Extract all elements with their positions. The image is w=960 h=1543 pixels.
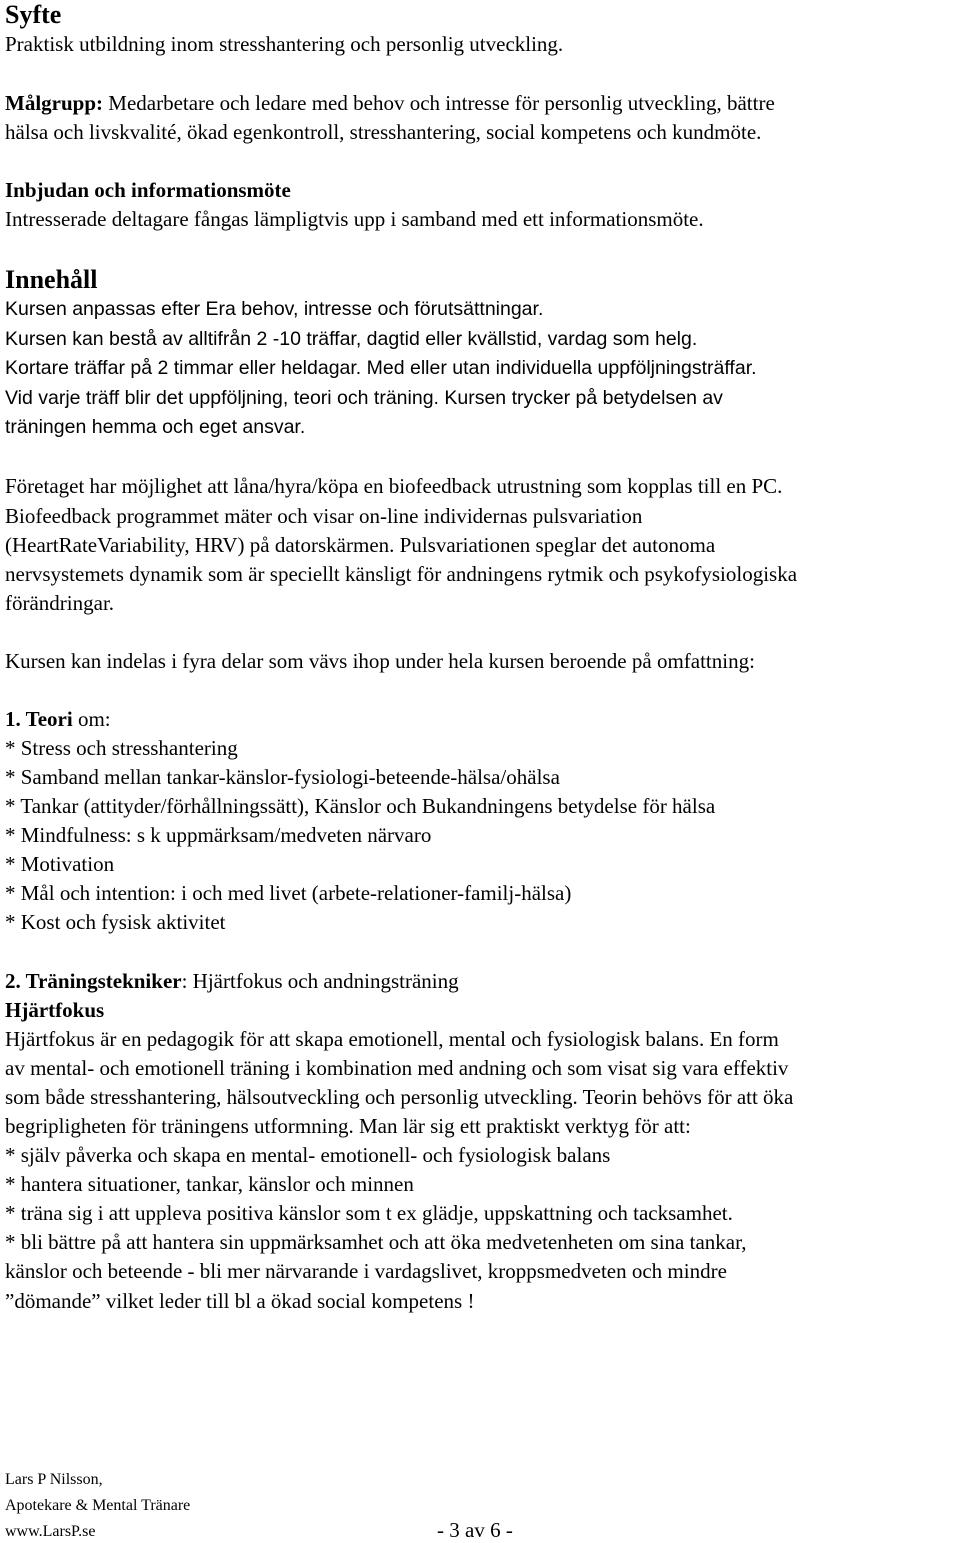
teori-suffix: om: (72, 707, 111, 731)
hjartfokus-heading: Hjärtfokus (5, 998, 105, 1022)
intro-text: Kursen kan indelas i fyra delar som vävs ihop under hela kursen beroende på omfattning: (5, 649, 755, 673)
teori-item: * Mål och intention: i och med livet (arbete-relationer-familj-hälsa) (5, 881, 572, 905)
malgrupp-line-2: hälsa och livskvalité, ökad egenkontroll, stresshantering, social kompetens och kundmöte. (5, 120, 762, 144)
malgrupp-text-1: Medarbetare och ledare med behov och intresse för personlig utveckling, bättre (103, 91, 775, 115)
malgrupp-line-1 (5, 89, 775, 118)
traning-line: * själv påverka och skapa en mental- emotionell- och fysiologisk balans (5, 1143, 611, 1167)
traning-suffix: : Hjärtfokus och andningsträning (181, 969, 459, 993)
footer-website[interactable]: www.LarsP.se (5, 1523, 96, 1540)
biofeedback-line-5: förändringar. (5, 591, 115, 615)
traning-line: som både stresshantering, hälsoutveckling och personlig utveckling. Teorin behövs för att öka (5, 1085, 794, 1109)
footer-title: Apotekare & Mental Tränare (5, 1497, 191, 1514)
footer-name: Lars P Nilsson, (5, 1471, 103, 1488)
page-number: - 3 av 6 - (437, 1518, 513, 1542)
teori-item: * Mindfulness: s k uppmärksam/medveten närvaro (5, 823, 432, 847)
inbjudan-text: Intresserade deltagare fångas lämpligtvis upp i samband med ett informationsmöte. (5, 207, 704, 231)
biofeedback-line-3: (HeartRateVariability, HRV) på datorskärmen. Pulsvariationen speglar det autonoma (5, 533, 716, 557)
traning-line: av mental- och emotionell träning i kombination med andning och som visat sig vara effektiv (5, 1056, 789, 1080)
biofeedback-line-4: nervsystemets dynamik som är speciellt känsligt för andningens rytmik och psykofysiologiska (5, 562, 798, 586)
traning-line: Hjärtfokus är en pedagogik för att skapa emotionell, mental och fysiologisk balans. En form (5, 1027, 779, 1051)
traning-line: känslor och beteende - bli mer närvarande i vardagslivet, kroppsmedveten och mindre (5, 1259, 727, 1283)
teori-item: * Kost och fysisk aktivitet (5, 910, 226, 934)
traning-line: ”dömande” vilket leder till bl a ökad social kompetens ! (5, 1289, 475, 1313)
innehall-line-2: Kursen kan bestå av alltifrån 2 -10 träffar, dagtid eller kvällstid, vardag som helg. (5, 328, 698, 350)
teori-item: * Stress och stresshantering (5, 736, 238, 760)
syfte-heading: Syfte (5, 0, 62, 29)
teori-heading (5, 705, 111, 734)
traning-line: * hantera situationer, tankar, känslor och minnen (5, 1172, 414, 1196)
innehall-line-1: Kursen anpassas efter Era behov, intresse och förutsättningar. (5, 298, 544, 320)
innehall-line-4: Vid varje träff blir det uppföljning, teori och träning. Kursen trycker på betydelsen av (5, 387, 723, 409)
teori-item: * Motivation (5, 852, 115, 876)
traning-line: begripligheten för träningens utformning. Man lär sig ett praktiskt verktyg för att: (5, 1114, 691, 1138)
traning-heading (5, 967, 459, 996)
traning-label: 2. Träningstekniker (5, 969, 182, 993)
innehall-line-3: Kortare träffar på 2 timmar eller heldagar. Med eller utan individuella uppföljningsträffar. (5, 357, 757, 379)
innehall-heading: Innehåll (5, 265, 98, 294)
biofeedback-line-2: Biofeedback programmet mäter och visar on-line individernas pulsvariation (5, 504, 643, 528)
teori-item: * Tankar (attityder/förhållningssätt), Känslor och Bukandningens betydelse för hälsa (5, 794, 716, 818)
syfte-text: Praktisk utbildning inom stresshantering och personlig utveckling. (5, 32, 564, 56)
malgrupp-label: Målgrupp: (5, 91, 104, 115)
traning-line: * träna sig i att uppleva positiva känslor som t ex glädje, uppskattning och tacksamhet. (5, 1201, 733, 1225)
innehall-line-5: träningen hemma och eget ansvar. (5, 416, 306, 438)
teori-item: * Samband mellan tankar-känslor-fysiologi-beteende-hälsa/ohälsa (5, 765, 560, 789)
biofeedback-line-1: Företaget har möjlighet att låna/hyra/köpa en biofeedback utrustning som kopplas till en PC. (5, 474, 783, 498)
teori-label: 1. Teori (5, 707, 73, 731)
traning-line: * bli bättre på att hantera sin uppmärksamhet och att öka medvetenheten om sina tankar, (5, 1230, 747, 1254)
inbjudan-heading: Inbjudan och informationsmöte (5, 178, 291, 202)
